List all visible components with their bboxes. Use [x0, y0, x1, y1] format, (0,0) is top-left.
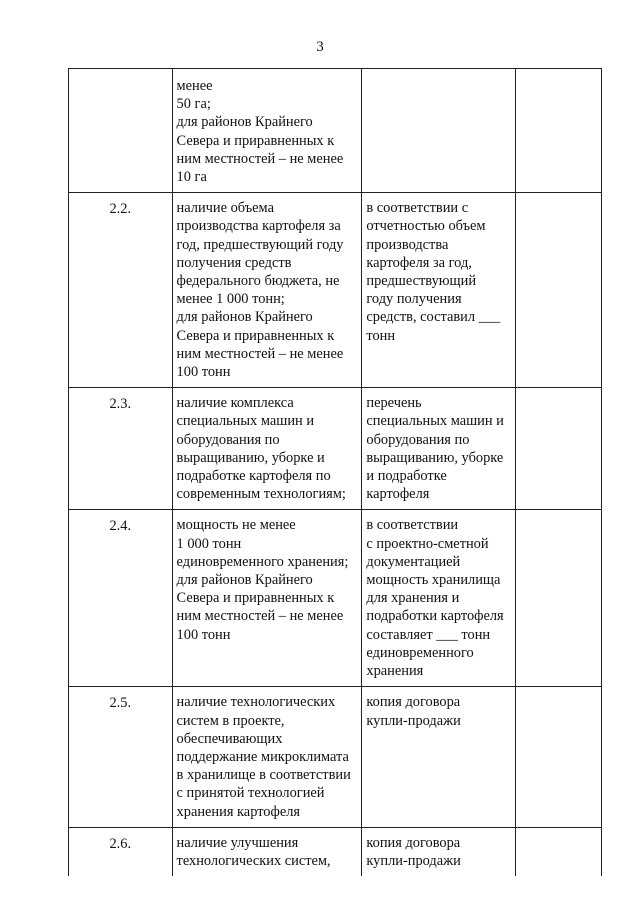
table-row — [69, 193, 602, 388]
table-row — [69, 510, 602, 687]
document-cell: перечень специальных машин и оборудования по выращиванию, уборке и подработке картофеля — [362, 388, 515, 510]
row-number-cell — [69, 69, 173, 193]
row-number-cell: 2.2. — [69, 193, 173, 388]
requirement-cell: менее 50 га; для районов Крайнего Севера и приравненных к ним местностей – не менее 10 га — [172, 69, 362, 193]
row-number-cell: 2.4. — [69, 510, 173, 687]
table-row — [69, 827, 602, 876]
document-cell: в соответствии с проектно-сметной документацией мощность хранилища для хранения и подработки картофеля составляет ___ тонн единовременного хранения — [362, 510, 515, 687]
requirement-cell: мощность не менее 1 000 тонн единовременного хранения; для районов Крайнего Севера и приравненных к ним местностей – не менее 100 тонн — [172, 510, 362, 687]
criteria-table — [68, 68, 602, 876]
document-cell — [362, 69, 515, 193]
mark-cell — [515, 388, 601, 510]
requirement-cell: наличие улучшения технологических систем, — [172, 827, 362, 876]
document-cell: в соответствии с отчетностью объем производства картофеля за год, предшествующий году получения средств, составил ___ тонн — [362, 193, 515, 388]
row-number-cell: 2.6. — [69, 827, 173, 876]
table-row — [69, 388, 602, 510]
document-cell: копия договора купли-продажи — [362, 827, 515, 876]
mark-cell — [515, 510, 601, 687]
requirement-cell: наличие комплекса специальных машин и оборудования по выращиванию, уборке и подработке картофеля по современным технологиям; — [172, 388, 362, 510]
requirement-cell: наличие технологических систем в проекте, обеспечивающих поддержание микроклимата в хранилище в соответствии с принятой технологией хранения картофеля — [172, 687, 362, 827]
page-number: 3 — [316, 39, 324, 55]
requirement-cell: наличие объема производства картофеля за год, предшествующий году получения средств федерального бюджета, не менее 1 000 тонн; для районов Крайнего Севера и приравненных к ним местностей – не менее 100 тонн — [172, 193, 362, 388]
mark-cell — [515, 193, 601, 388]
document-cell: копия договора купли-продажи — [362, 687, 515, 827]
mark-cell — [515, 827, 601, 876]
table-row — [69, 69, 602, 193]
table-row — [69, 687, 602, 827]
mark-cell — [515, 69, 601, 193]
mark-cell — [515, 687, 601, 827]
row-number-cell: 2.3. — [69, 388, 173, 510]
row-number-cell: 2.5. — [69, 687, 173, 827]
